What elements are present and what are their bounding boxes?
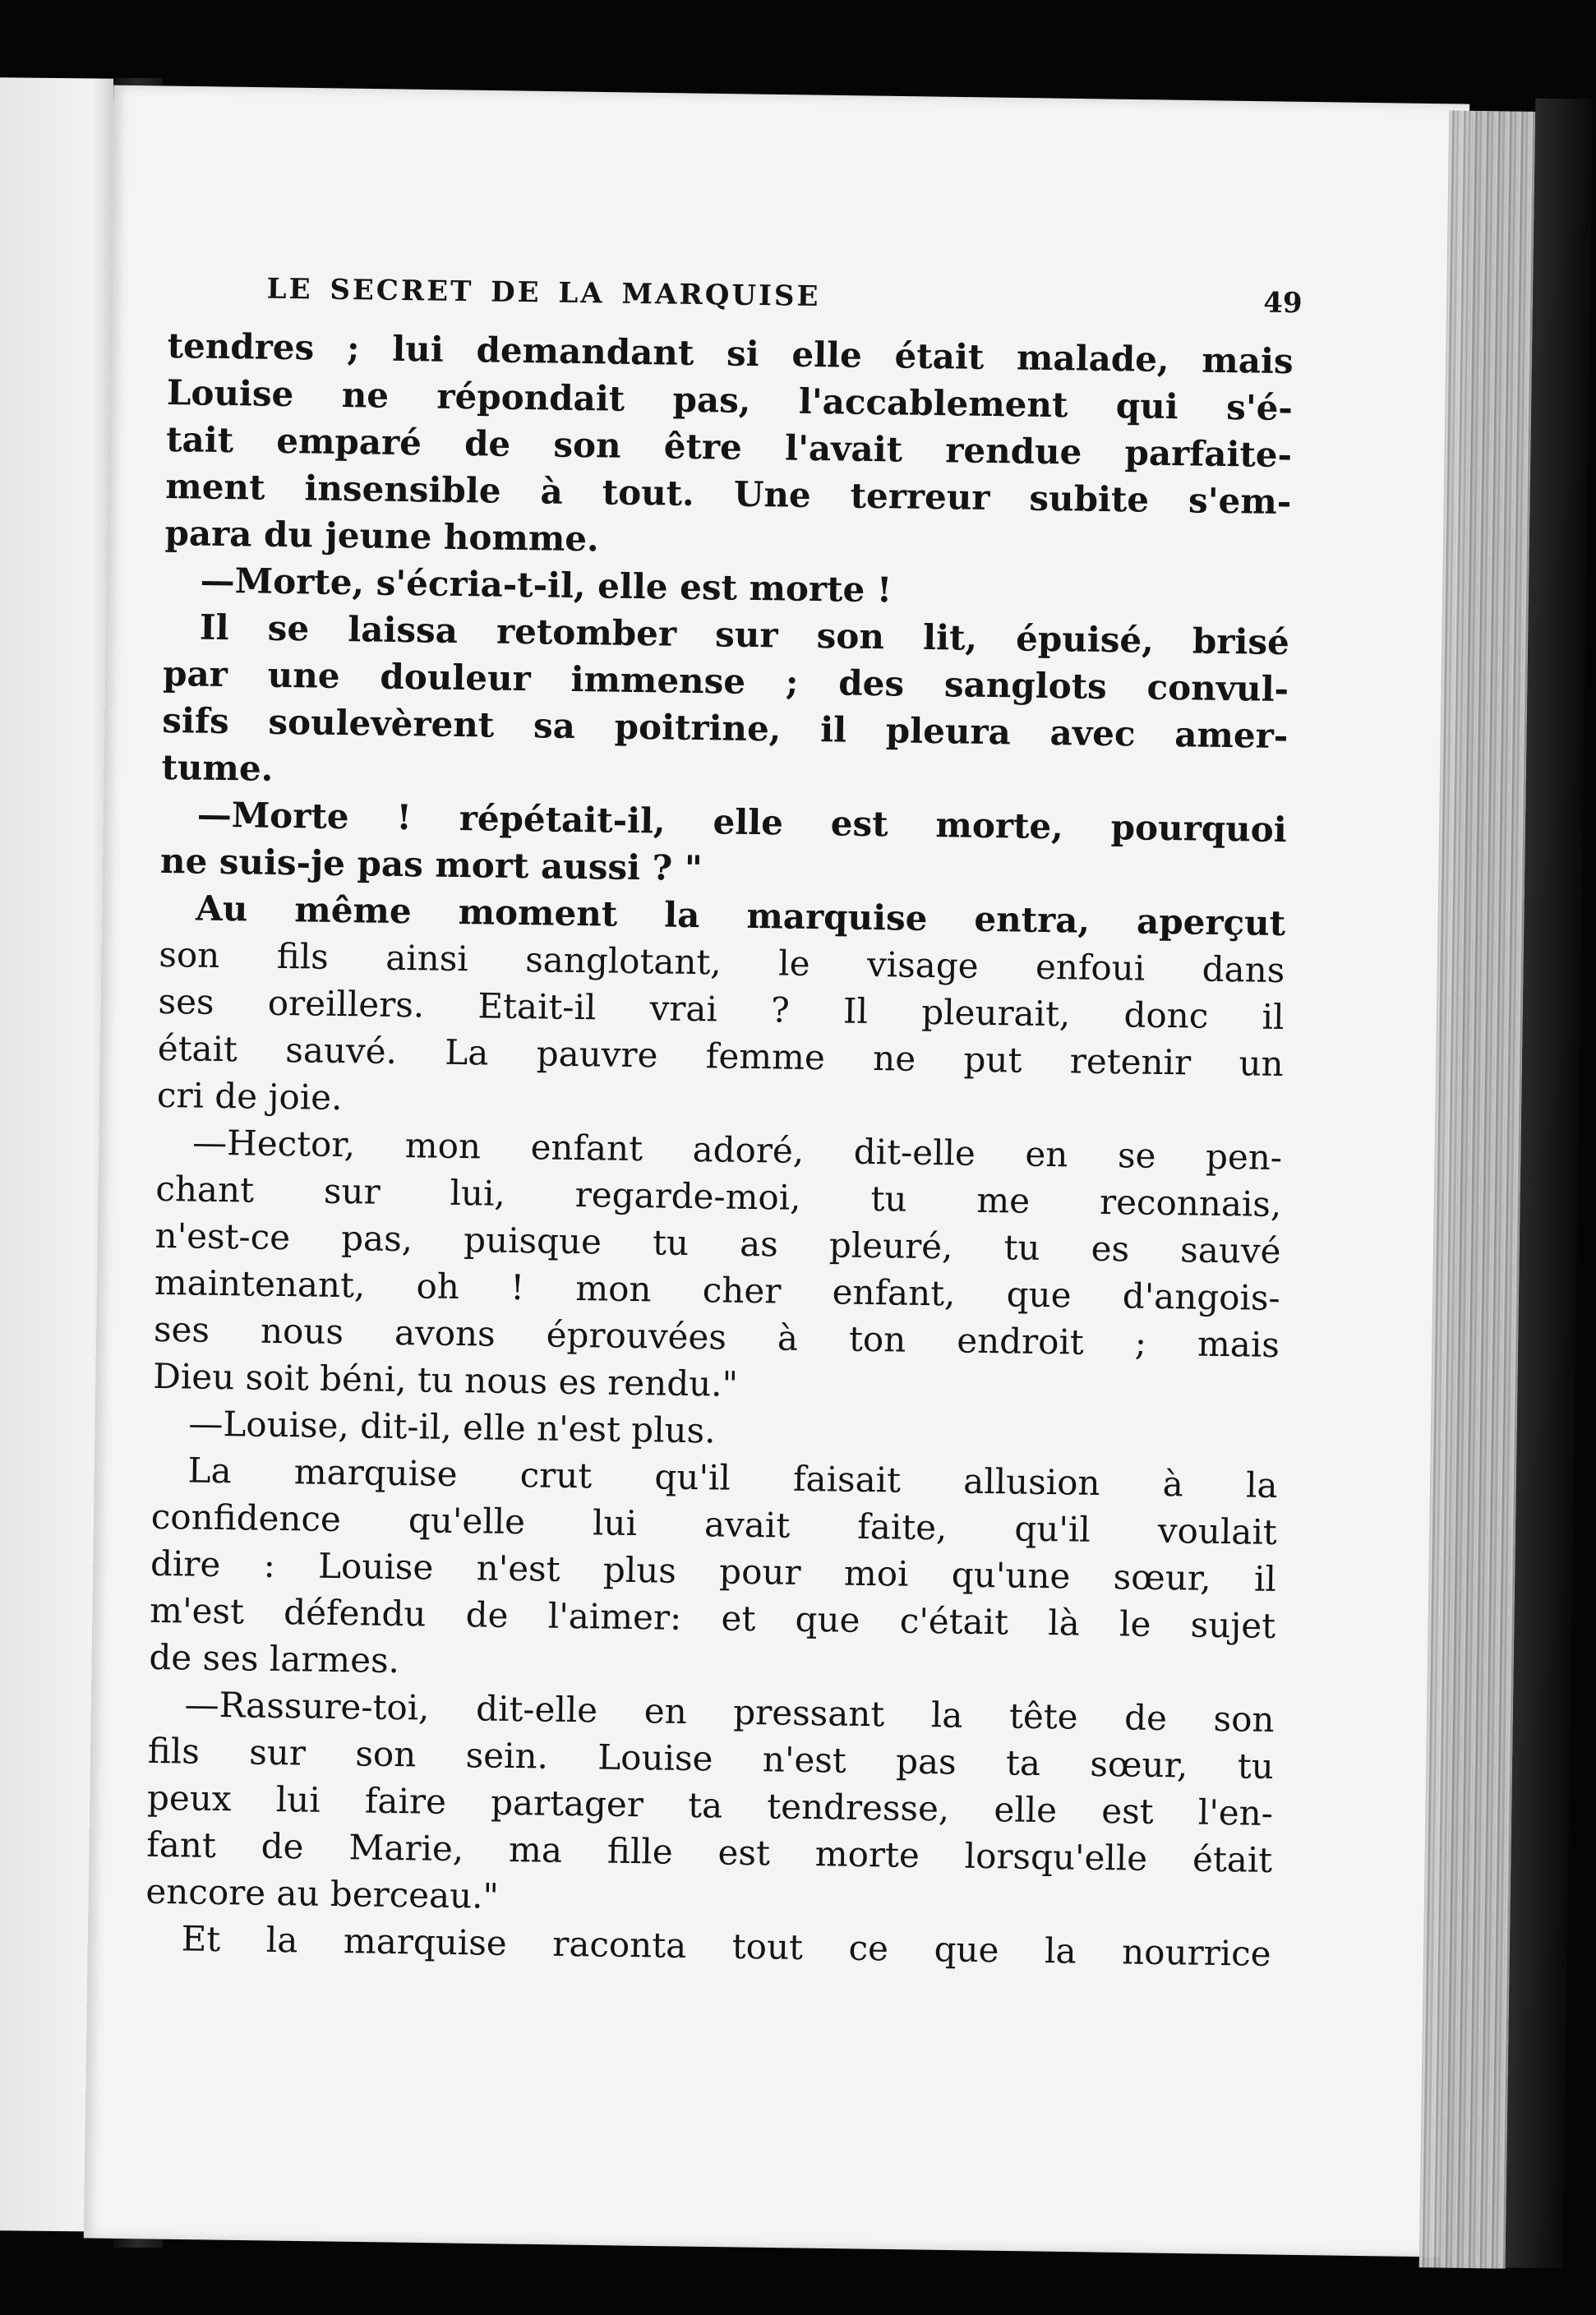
text-line: peux lui faire partager ta tendresse, elle est l'en- <box>146 1777 1274 1833</box>
text-line: Dieu soit béni, tu nous es rendu." <box>152 1355 739 1404</box>
text-line: tume. <box>161 746 274 789</box>
text-line: de ses larmes. <box>149 1636 400 1681</box>
text-line: La marquise crut qu'il faisait allusion à la <box>187 1450 1278 1506</box>
text-line: dire : Louise n'est plus pour moi qu'une sœur, il <box>150 1543 1277 1599</box>
text-line: ment insensible à tout. Une terreur subite s'em- <box>165 465 1292 523</box>
text-line: Louise ne répondait pas, l'accablement qui s'é- <box>166 371 1294 429</box>
text-line: Au même moment la marquise entra, aperçut <box>195 888 1286 944</box>
text-line: tait emparé de son être l'avait rendue parfaite- <box>165 418 1293 476</box>
text-line: ne suis-je pas mort aussi ? " <box>159 840 703 889</box>
text-line: para du jeune homme. <box>164 512 600 560</box>
text-line: par une douleur immense ; des sanglots convul- <box>162 653 1289 710</box>
text-line: son fils ainsi sanglotant, le visage enfoui dans <box>159 934 1285 991</box>
text-line: —Morte ! répétait-il, elle est morte, pourquoi <box>196 794 1287 851</box>
text-line: n'est-ce pas, puisque tu as pleuré, tu es sauvé <box>155 1215 1281 1272</box>
text-line: cri de joie. <box>156 1074 343 1118</box>
page-number: 49 <box>1262 286 1303 321</box>
page-text-block <box>145 271 1303 1977</box>
text-line: confidence qu'elle lui avait faite, qu'il voulait <box>150 1496 1278 1552</box>
text-line: fant de Marie, ma fille est morte lorsqu'elle était <box>145 1824 1273 1880</box>
text-line: m'est défendu de l'aimer: et que c'était là le sujet <box>149 1589 1276 1646</box>
text-line: encore au berceau." <box>145 1870 500 1916</box>
text-line: chant sur lui, regarde-moi, tu me reconnais, <box>155 1168 1282 1225</box>
text-line: maintenant, oh ! mon cher enfant, que d'angois- <box>154 1261 1281 1319</box>
text-line: fils sur son sein. Louise n'est pas ta sœur, tu <box>147 1730 1275 1787</box>
text-line: Et la marquise raconta tout ce que la nourrice <box>181 1918 1271 1974</box>
text-line: ses nous avons éprouvées à ton endroit ; mais <box>153 1308 1280 1366</box>
text-line: ses oreillers. Etait-il vrai ? Il pleurait, donc il <box>158 980 1285 1038</box>
text-line: —Rassure-toi, dit-elle en pressant la tête de son <box>184 1684 1275 1740</box>
text-line: Il se laissa retomber sur son lit, épuisé, brisé <box>199 606 1290 663</box>
text-line: —Morte, s'écria-t-il, elle est morte ! <box>200 560 893 611</box>
text-line: était sauvé. La pauvre femme ne put retenir un <box>157 1027 1285 1085</box>
body-text <box>145 322 1294 1977</box>
text-line: —Hector, mon enfant adoré, dit-elle en se pen- <box>191 1122 1283 1178</box>
text-line: tendres ; lui demandant si elle était malade, mais <box>167 325 1294 382</box>
text-line: sifs soulevèrent sa poitrine, il pleura avec amer- <box>162 699 1289 757</box>
running-title: LE SECRET DE LA MARQUISE <box>266 272 821 314</box>
text-line: —Louise, dit-il, elle n'est plus. <box>188 1403 716 1451</box>
